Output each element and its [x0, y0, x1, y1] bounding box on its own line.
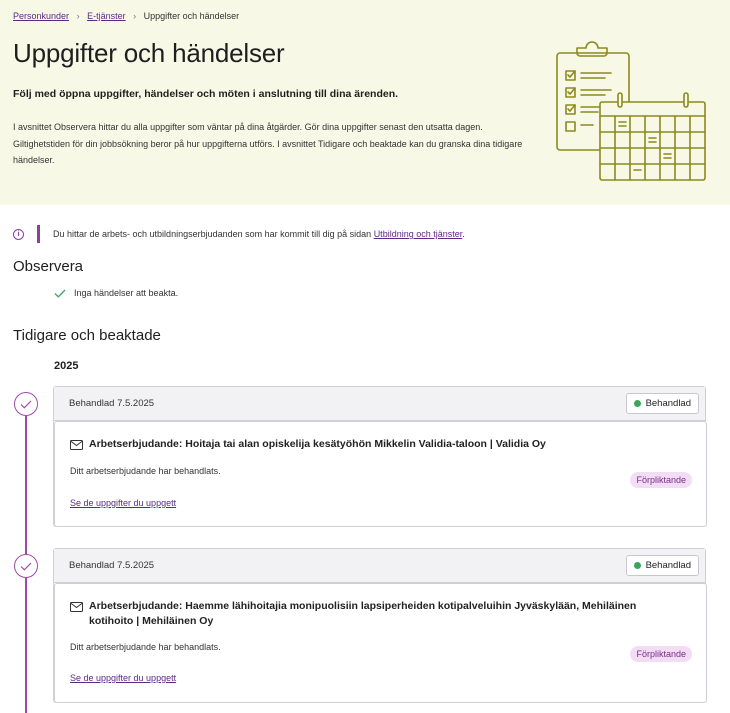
history-card-title [70, 437, 670, 452]
history-card-title-text: Arbetserbjudande: Hoitaja tai alan opiskelija kesätyöhön Mikkelin Validia-taloon | Validia Oy [89, 438, 546, 450]
info-icon: i [13, 229, 24, 240]
status-label: Behandlad [645, 398, 691, 409]
history-card-body [54, 583, 707, 703]
history-card-date: Behandlad 7.5.2025 [69, 398, 155, 409]
mail-icon [70, 601, 83, 612]
info-notice [13, 224, 465, 244]
see-submitted-info-link[interactable]: Se de uppgifter du uppgett [70, 673, 177, 683]
breadcrumb [13, 11, 239, 21]
forpliktande-tag: Förpliktande [630, 472, 692, 488]
notice-accent-bar [37, 225, 40, 243]
history-card [53, 386, 706, 527]
history-card-date: Behandlad 7.5.2025 [69, 560, 155, 571]
forpliktande-tag: Förpliktande [630, 646, 692, 662]
history-card-title-text: Arbetserbjudande: Haemme lähihoitajia monipuolisiin lapsiperheiden kotipalveluihin Jyväskylään, Mehiläinen kotihoito | Mehiläinen Oy [89, 600, 637, 627]
history-year: 2025 [54, 360, 79, 372]
utbildning-och-tjanster-link[interactable]: Utbildning och tjänster [373, 229, 463, 239]
timeline-node [14, 392, 38, 416]
history-heading: Tidigare och beaktade [13, 327, 161, 344]
status-label: Behandlad [645, 560, 691, 571]
status-dot-icon [634, 400, 641, 407]
history-card-body [54, 421, 707, 527]
status-badge [626, 555, 699, 576]
notice-text [53, 229, 465, 239]
history-card-description: Ditt arbetserbjudande har behandlats. [70, 642, 221, 652]
breadcrumb-link-personkunder[interactable]: Personkunder [13, 11, 70, 21]
page-intro: I avsnittet Observera hittar du alla uppgifter som väntar på dina åtgärder. Gör dina uppgifter senast den utsatta dagen. Giltighetstiden för din jobbsökning beror på hur uppgifterna utförs. I avsnittet Tidigare och beaktade kan du granska dina tidigare händelser. [13, 122, 523, 165]
breadcrumb-link-e-tjanster[interactable]: E-tjänster [87, 11, 126, 21]
breadcrumb-separator: › [76, 11, 80, 21]
history-card-description: Ditt arbetserbjudande har behandlats. [70, 466, 221, 476]
page-title: Uppgifter och händelser [13, 38, 285, 68]
history-card-header [54, 549, 705, 583]
history-card [53, 548, 706, 703]
clipboard-calendar-illustration [553, 40, 709, 185]
see-submitted-info-link[interactable]: Se de uppgifter du uppgett [70, 498, 177, 508]
hero-section [0, 0, 730, 205]
timeline-node [14, 554, 38, 578]
check-icon [54, 289, 66, 298]
mail-icon [70, 439, 83, 450]
notice-text-after: . [462, 229, 465, 239]
history-card-title [70, 599, 670, 629]
observera-empty-text: Inga händelser att beakta. [74, 288, 179, 298]
history-card-header [54, 387, 705, 421]
status-badge [626, 393, 699, 414]
notice-text-before: Du hittar de arbets- och utbildningserbjudanden som har kommit till dig på sidan [53, 229, 374, 239]
status-dot-icon [634, 562, 641, 569]
breadcrumb-separator: › [133, 11, 137, 21]
observera-heading: Observera [13, 258, 84, 275]
observera-empty-state [54, 288, 178, 298]
page-lead: Följ med öppna uppgifter, händelser och möten i anslutning till dina ärenden. [13, 88, 399, 100]
check-icon [20, 562, 32, 571]
breadcrumb-current: Uppgifter och händelser [143, 11, 240, 21]
check-icon [20, 400, 32, 409]
